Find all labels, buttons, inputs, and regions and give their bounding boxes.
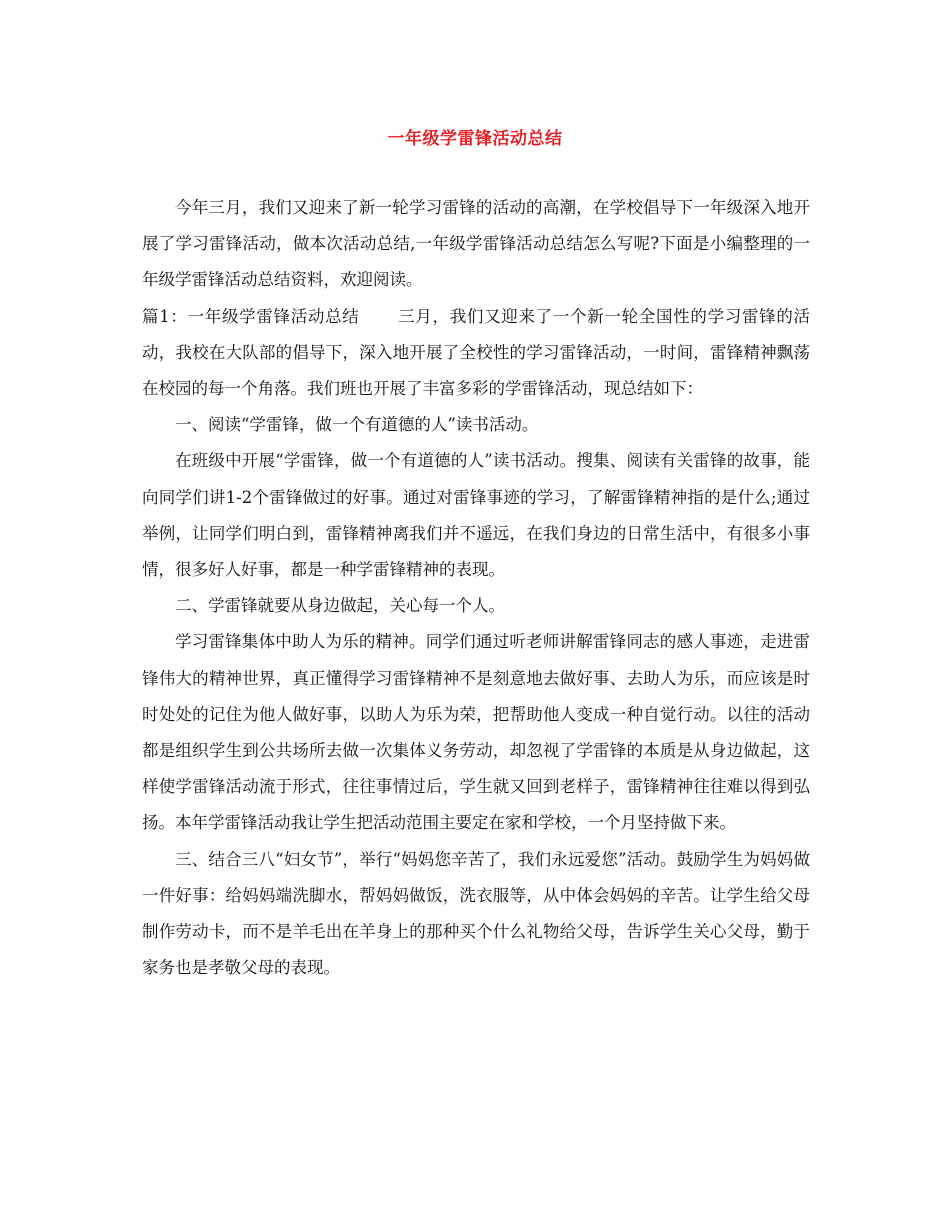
section-2-heading: 二、学雷锋就要从身边做起，关心每一个人。	[175, 596, 505, 616]
article-paragraph	[142, 299, 810, 408]
section-1-heading: 一、阅读“学雷锋，做一个有道德的人”读书活动。	[175, 415, 539, 435]
section-2-content: 学习雷锋集体中助人为乐的精神。同学们通过听老师讲解雷锋同志的感人事迹，走进雷锋伟大的精神世界，真正懂得学习雷锋精神不是刻意地去做好事、去助人为乐，而应该是时时处处的记住为他人做好事，以助人为乐为荣，把帮助他人变成一种自觉行动。以往的活动都是组织学生到公共场所去做一次集体义务劳动，却忽视了学雷锋的本质是从身边做起，这样使学雷锋活动流于形式，往往事情过后，学生就又回到老样子，雷锋精神往往难以得到弘扬。本年学雷锋活动我让学生把活动范围主要定在家和学校，一个月坚持做下来。	[142, 632, 810, 833]
section-1-content: 在班级中开展“学雷锋，做一个有道德的人”读书活动。搜集、阅读有关雷锋的故事，能向同学们讲1-2个雷锋做过的好事。通过对雷锋事迹的学习，了解雷锋精神指的是什么;通过举例，让同学们明白到，雷锋精神离我们并不遥远，在我们身边的日常生活中，有很多小事情，很多好人好事，都是一种学雷锋精神的表现。	[142, 451, 810, 580]
article-label: 篇1：一年级学雷锋活动总结	[142, 306, 360, 326]
article-intro: 三月，我们又迎来了一个新一轮全国性的学习雷锋的活动，我校在大队部的倡导下，深入地开展了全校性的学习雷锋活动，一时间，雷锋精神飘荡在校园的每一个角落。我们班也开展了丰富多彩的学雷锋活动，现总结如下：	[142, 306, 811, 399]
document-title: 一年级学雷锋活动总结	[387, 129, 563, 149]
intro-paragraph: 今年三月，我们又迎来了新一轮学习雷锋的活动的高潮，在学校倡导下一年级深入地开展了学习雷锋活动，做本次活动总结,一年级学雷锋活动总结怎么写呢?下面是小编整理的一年级学雷锋活动总结资料，欢迎阅读。	[142, 198, 810, 290]
document-body	[142, 190, 810, 986]
section-3-paragraph: 三、结合三八“妇女节”，举行“妈妈您辛苦了，我们永远爱您”活动。鼓励学生为妈妈做一件好事：给妈妈端洗脚水，帮妈妈做饭，洗衣服等，从中体会妈妈的辛苦。让学生给父母制作劳动卡，而不是羊毛出在羊身上的那种买个什么礼物给父母，告诉学生关心父母，勤于家务也是孝敬父母的表现。	[142, 849, 810, 978]
